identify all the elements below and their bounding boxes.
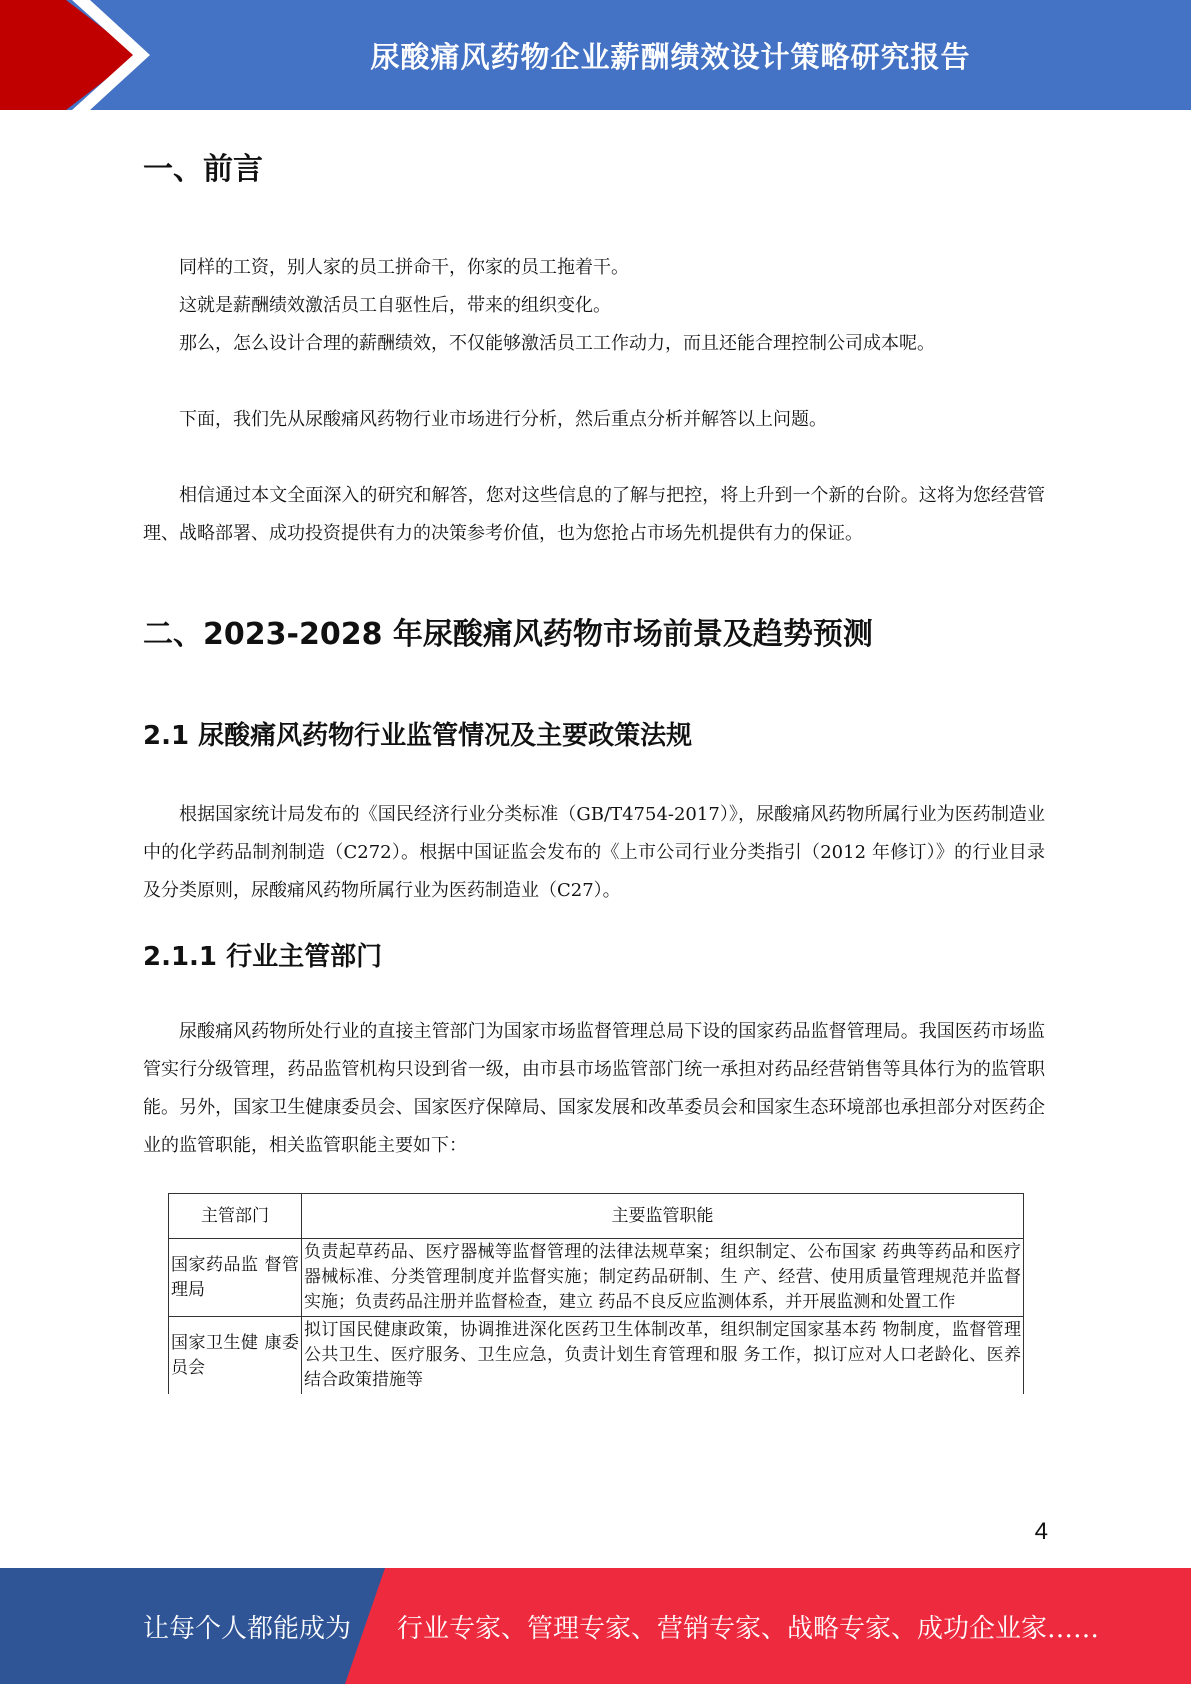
preface-paragraph: 同样的工资，别人家的员工拼命干，你家的员工拖着干。 xyxy=(179,257,629,278)
table-header-duty: 主要监管职能 xyxy=(302,1194,1024,1239)
table-header-row xyxy=(169,1194,1024,1239)
report-title: 尿酸痛风药物企业薪酬绩效设计策略研究报告 xyxy=(370,39,971,74)
page-header xyxy=(0,0,1191,110)
table-cell-dept: 国家药品监 督管理局 xyxy=(169,1239,302,1317)
regulatory-table xyxy=(168,1193,1024,1394)
authority-heading: 2.1.1 行业主管部门 xyxy=(143,942,383,972)
table-cell-duty: 负责起草药品、医疗器械等监督管理的法律法规草案；组织制定、公布国家 药典等药品和医疗器械标准、分类管理制度并监督实施；制定药品研制、生 产、经营、使用质量管理规范并监督实施；负责药品注册并监督检查，建立 药品不良反应监测体系，并开展监测和处置工作 xyxy=(302,1239,1024,1317)
preface-paragraph: 那么，怎么设计合理的薪酬绩效，不仅能够激活员工工作动力，而且还能合理控制公司成本呢。 xyxy=(179,333,935,354)
page-content xyxy=(143,130,1045,1394)
regulation-heading: 2.1 尿酸痛风药物行业监管情况及主要政策法规 xyxy=(143,721,693,751)
table-row xyxy=(169,1317,1024,1395)
table-cell-dept: 国家卫生健 康委员会 xyxy=(169,1317,302,1395)
footer-slogan-left: 让每个人都能成为 xyxy=(143,1613,352,1644)
regulation-paragraph: 根据国家统计局发布的《国民经济行业分类标准（GB/T4754-2017）》，尿酸痛风药物所属行业为医药制造业中的化学药品制剂制造（C272）。根据中国证监会发布的《上市公司行业分类指引（2012 年修订）》的行业目录及分类原则，尿酸痛风药物所属行业为医药制造业（C27）。 xyxy=(143,804,1045,901)
preface-paragraph: 下面，我们先从尿酸痛风药物行业市场进行分析，然后重点分析并解答以上问题。 xyxy=(179,409,827,430)
preface-heading: 一、前言 xyxy=(143,152,263,187)
preface-paragraph: 相信通过本文全面深入的研究和解答，您对这些信息的了解与把控，将上升到一个新的台阶。这将为您经营管理、战略部署、成功投资提供有力的决策参考价值，也为您抢占市场先机提供有力的保证。 xyxy=(143,485,1045,544)
authority-paragraph: 尿酸痛风药物所处行业的直接主管部门为国家市场监督管理总局下设的国家药品监督管理局。我国医药市场监管实行分级管理，药品监管机构只设到省一级，由市县市场监管部门统一承担对药品经营销售等具体行为的监管职能。另外，国家卫生健康委员会、国家医疗保障局、国家发展和改革委员会和国家生态环境部也承担部分对医药企业的监管职能，相关监管职能主要如下： xyxy=(143,1021,1045,1156)
table-row xyxy=(169,1239,1024,1317)
table-cell-duty: 拟订国民健康政策，协调推进深化医药卫生体制改革，组织制定国家基本药 物制度，监督管理公共卫生、医疗服务、卫生应急，负责计划生育管理和服 务工作，拟订应对人口老龄化、医养结合政策措施等 xyxy=(302,1317,1024,1395)
footer-slogan-right: 行业专家、管理专家、营销专家、战略专家、成功企业家…… xyxy=(397,1613,1100,1644)
table-header-dept: 主管部门 xyxy=(169,1194,302,1239)
page-number: 4 xyxy=(1034,1518,1048,1545)
outlook-heading: 二、2023-2028 年尿酸痛风药物市场前景及趋势预测 xyxy=(143,617,873,652)
page-footer xyxy=(0,1568,1191,1684)
preface-paragraph: 这就是薪酬绩效激活员工自驱性后，带来的组织变化。 xyxy=(179,295,611,316)
